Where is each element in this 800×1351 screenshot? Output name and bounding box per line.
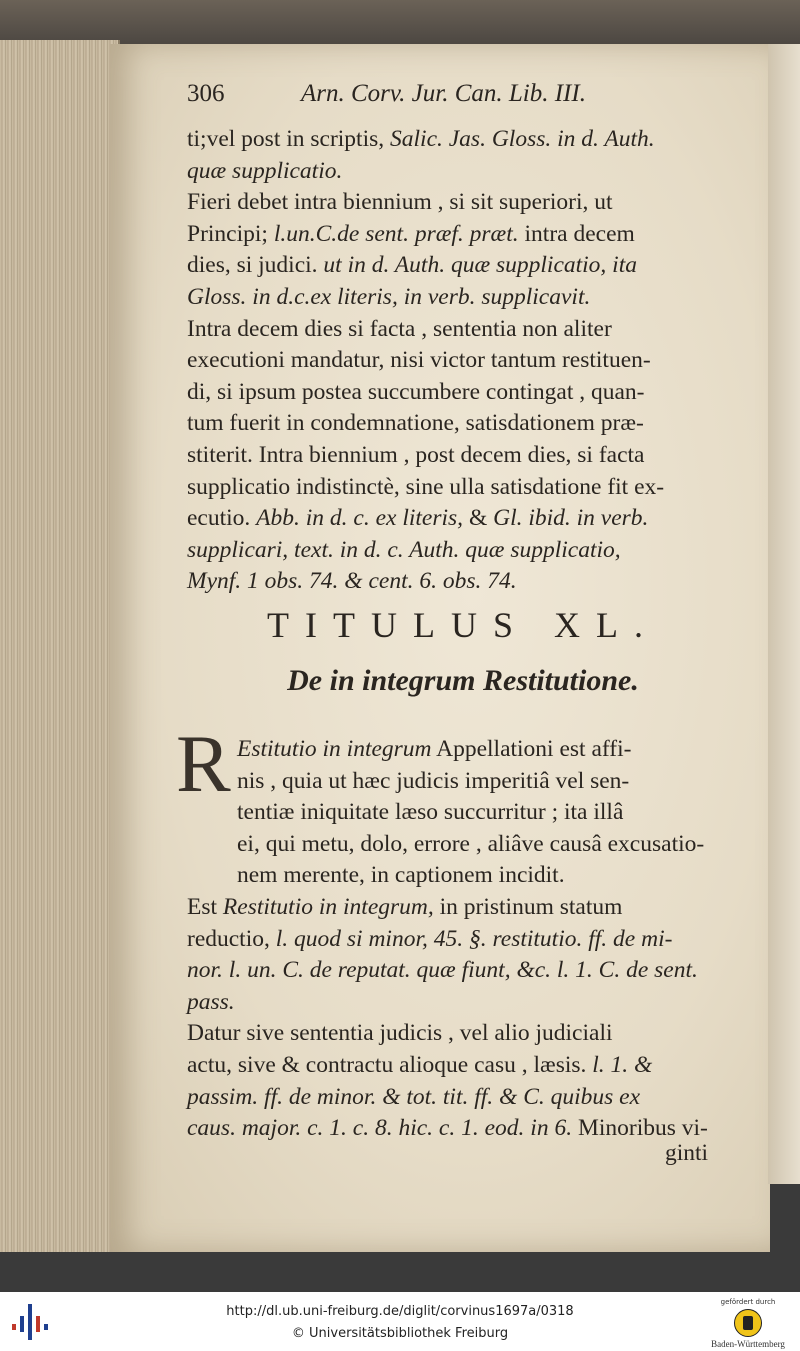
text-line bbox=[187, 1018, 739, 1050]
page-number: 306 bbox=[187, 80, 225, 107]
italic-citation: passim. ff. de minor. & tot. tit. ff. & C. quibus ex bbox=[187, 1083, 641, 1110]
book-top-edge bbox=[0, 0, 800, 48]
roman-text: reductio, bbox=[187, 925, 276, 952]
text-line bbox=[187, 987, 739, 1019]
text-line bbox=[187, 219, 739, 251]
roman-text: actu, sive & contractu alioque casu , læsis. bbox=[187, 1051, 593, 1078]
text-line bbox=[187, 440, 739, 472]
text-line bbox=[187, 797, 739, 829]
italic-citation: caus. major. c. 1. c. 8. hic. c. 1. eod. in 6. bbox=[187, 1115, 573, 1142]
sponsor-label: gefördert durch bbox=[720, 1298, 776, 1306]
text-line bbox=[187, 892, 739, 924]
roman-text: tum fuerit in condemnatione, satisdationem præ- bbox=[187, 410, 644, 437]
text-line bbox=[187, 1082, 739, 1114]
copyright-notice: © Universitätsbibliothek Freiburg bbox=[291, 1326, 509, 1341]
italic-citation: Abb. in d. c. ex literis, bbox=[256, 505, 464, 532]
catchword: ginti bbox=[665, 1140, 709, 1166]
page-edges bbox=[0, 40, 120, 1252]
roman-text: stiterit. Intra biennium , post decem dies, si facta bbox=[187, 441, 645, 468]
roman-text: nis , quia ut hæc judicis imperitiâ vel sen- bbox=[237, 767, 630, 794]
text-line bbox=[187, 734, 739, 766]
text-line bbox=[187, 345, 739, 377]
baden-wuerttemberg-crest-icon bbox=[734, 1309, 762, 1337]
roman-text: Appellationi est affi- bbox=[431, 736, 632, 762]
text-line bbox=[187, 472, 739, 504]
viewer-footer bbox=[0, 1292, 800, 1351]
roman-text: intra decem bbox=[518, 220, 635, 247]
roman-text: Est bbox=[187, 893, 223, 920]
text-line bbox=[187, 955, 739, 987]
text-line bbox=[187, 187, 739, 219]
chapter-subtitle: De in integrum Restitutione. bbox=[287, 664, 639, 697]
text-line bbox=[187, 314, 739, 346]
text-line bbox=[187, 860, 739, 892]
text-line bbox=[187, 377, 739, 409]
italic-citation: Salic. Jas. Gloss. in d. Auth. bbox=[390, 126, 655, 152]
roman-text: Minoribus vi- bbox=[572, 1115, 708, 1142]
text-line bbox=[187, 408, 739, 440]
roman-text: & bbox=[463, 505, 494, 532]
italic-citation: quæ supplicatio. bbox=[187, 157, 343, 184]
italic-citation: pass. bbox=[187, 988, 235, 1015]
text-line bbox=[187, 156, 739, 188]
running-title: Arn. Corv. Jur. Can. Lib. III. bbox=[301, 80, 586, 107]
roman-text: supplicatio indistinctè, sine ulla satisdatione fit ex- bbox=[187, 473, 665, 500]
paragraph-1 bbox=[187, 124, 739, 598]
roman-text: executioni mandatur, nisi victor tantum restituen- bbox=[187, 347, 651, 374]
paragraph-2 bbox=[187, 734, 739, 1145]
text-line bbox=[187, 829, 739, 861]
italic-citation: Mynf. 1 obs. 74. & cent. 6. obs. 74. bbox=[187, 568, 517, 595]
italic-citation: supplicari, text. in d. c. Auth. quæ supplicatio, bbox=[187, 536, 621, 563]
roman-text: Fieri debet intra biennium , si sit superiori, ut bbox=[187, 189, 613, 216]
italic-citation: nor. l. un. C. de reputat. quæ fiunt, &c. l. 1. C. de sent. bbox=[187, 957, 698, 984]
italic-citation: l.un.C.de sent. præf. præt. bbox=[273, 220, 519, 247]
text-line bbox=[187, 766, 739, 798]
text-line bbox=[187, 503, 739, 535]
permalink-url[interactable]: http://dl.ub.uni-freiburg.de/diglit/corvinus1697a/0318 bbox=[226, 1304, 574, 1319]
text-line bbox=[187, 566, 739, 598]
text-line bbox=[187, 1113, 739, 1145]
italic-citation: l. quod si minor, 45. §. restitutio. ff. de mi- bbox=[275, 925, 673, 952]
text-line bbox=[187, 250, 739, 282]
sponsor-name: Baden-Württemberg bbox=[711, 1339, 785, 1349]
italic-citation: Restitutio in integrum, bbox=[222, 893, 434, 920]
drop-cap: R bbox=[176, 718, 231, 809]
roman-text: ecutio. bbox=[187, 505, 257, 532]
roman-text: di, si ipsum postea succumbere contingat , quan- bbox=[187, 378, 645, 405]
text-line bbox=[187, 282, 739, 314]
chapter-title: TITULUS XL. bbox=[267, 605, 659, 645]
roman-text: nem merente, in captionem incidit. bbox=[237, 862, 565, 889]
text-line bbox=[187, 535, 739, 567]
facing-page-edge bbox=[768, 44, 800, 1184]
roman-text: ei, qui metu, dolo, errore , aliâve causâ excusatio- bbox=[237, 830, 705, 857]
italic-citation: Gloss. in d.c.ex literis, in verb. supplicavit. bbox=[187, 283, 591, 310]
roman-text: ti;vel post in scriptis, bbox=[187, 126, 391, 152]
roman-text: Principi; bbox=[187, 220, 274, 247]
roman-text: dies, si judici. bbox=[187, 252, 324, 279]
roman-text: in pristinum statum bbox=[433, 893, 623, 920]
roman-text: tentiæ iniquitate læso succurritur ; ita illâ bbox=[237, 799, 624, 826]
text-line bbox=[187, 1050, 739, 1082]
text-line bbox=[187, 924, 739, 956]
sponsor-block bbox=[710, 1298, 786, 1349]
italic-citation: ut in d. Auth. quæ supplicatio, ita bbox=[323, 252, 637, 279]
roman-text: Datur sive sententia judicis , vel alio judiciali bbox=[187, 1020, 613, 1047]
text-line bbox=[187, 124, 739, 156]
roman-text: Intra decem dies si facta , sententia non aliter bbox=[187, 315, 612, 342]
italic-citation: Estitutio in integrum bbox=[237, 736, 432, 762]
italic-citation: Gl. ibid. in verb. bbox=[493, 505, 649, 532]
italic-citation: l. 1. & bbox=[592, 1051, 653, 1078]
